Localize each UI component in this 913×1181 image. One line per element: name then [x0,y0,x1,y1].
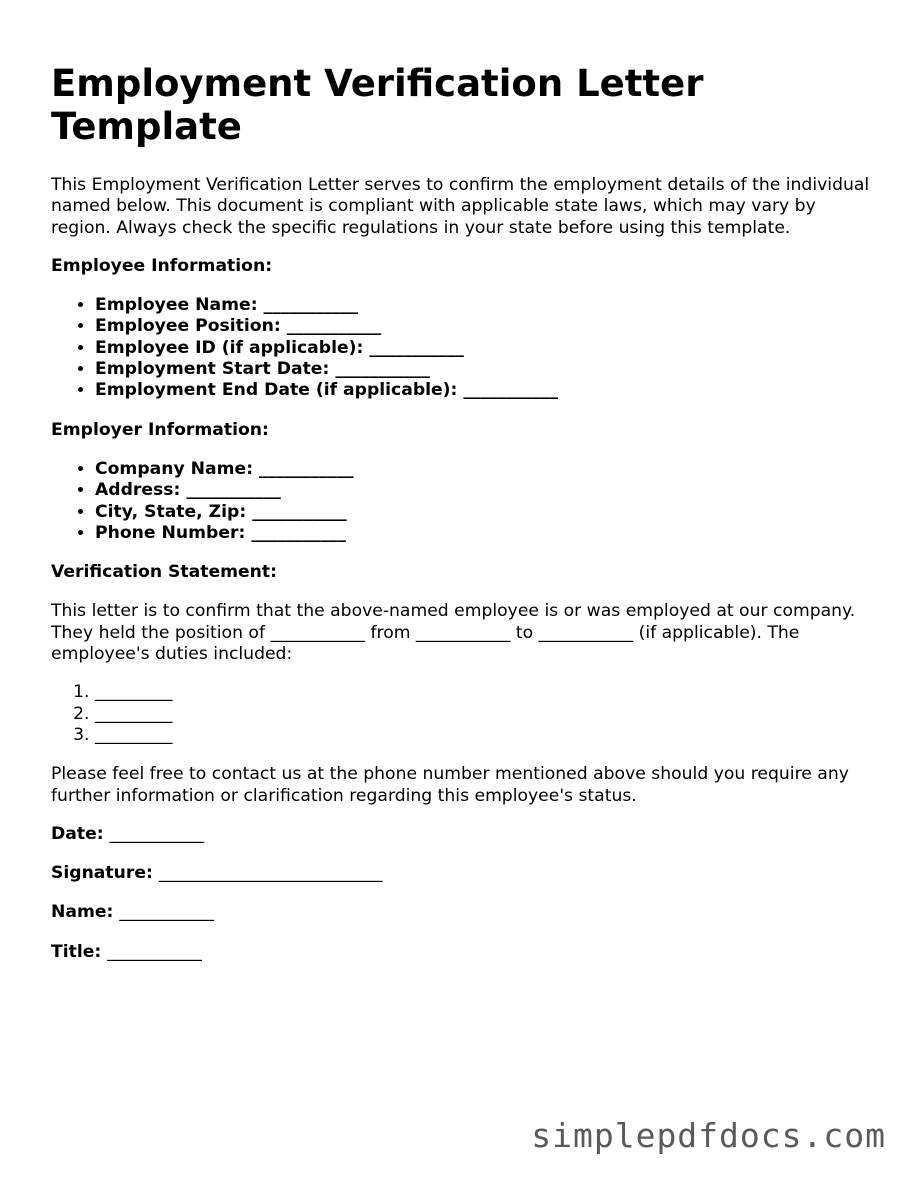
closing-paragraph: Please feel free to contact us at the phone number mentioned above should you require any further information or clarification regarding this employee's status. [51,764,849,806]
address-item: • Address: ___________ [95,480,881,501]
date-blank: ___________ [109,823,205,844]
date-label: Date: [51,823,104,844]
duties-list [51,682,881,746]
duty-item: 2. _________ [95,704,881,725]
title-label: Title: [51,941,102,962]
verification-statement: This letter is to confirm that the above-named employee is or was employed at our company. They held the position of ___________ from ___________ to ___________ (if applicable). The employee's duties included: [51,601,856,665]
signature-label: Signature: [51,863,153,884]
employer-info-heading: Employer Information: [51,419,269,440]
duty-item: 3. _________ [95,725,881,746]
verification-heading: Verification Statement: [51,562,278,583]
name-blank: ___________ [119,902,214,923]
employee-name-item: • Employee Name: ___________ [95,295,881,316]
watermark: simplepdfdocs.com [531,1116,886,1155]
employee-position-item: • Employee Position: ___________ [95,316,881,337]
document-title: Employment Verification Letter Template [51,62,704,148]
employer-info-list [51,459,881,544]
employment-end-date-item: • Employment End Date (if applicable): ___________ [95,380,881,401]
date-field [51,824,881,845]
employee-id-item: • Employee ID (if applicable): ___________ [95,338,881,359]
name-label: Name: [51,902,114,923]
name-field [51,902,881,923]
signature-blank: __________________________ [158,863,383,884]
phone-number-item: • Phone Number: ___________ [95,523,881,544]
company-name-item: • Company Name: ___________ [95,459,881,480]
signature-field [51,863,881,884]
employment-start-date-item: • Employment Start Date: ___________ [95,359,881,380]
employee-info-heading: Employee Information: [51,255,273,276]
title-blank: ___________ [107,941,202,962]
employee-info-list [51,295,881,401]
duty-item: 1. _________ [95,682,881,703]
intro-paragraph: This Employment Verification Letter serves to confirm the employment details of the individual named below. This document is compliant with applicable state laws, which may vary by region. Always check the specific regulations in your state before using this template. [51,175,870,238]
document-page [51,62,881,981]
title-field [51,942,881,963]
city-state-zip-item: • City, State, Zip: ___________ [95,502,881,523]
